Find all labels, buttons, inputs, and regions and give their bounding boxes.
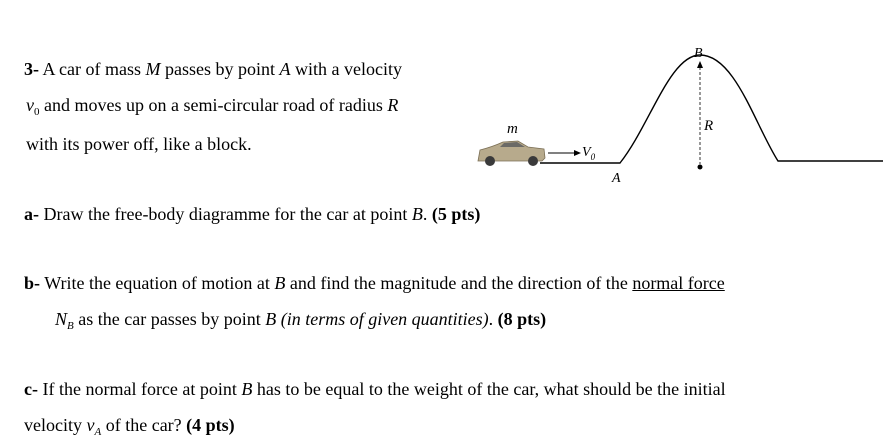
part-c-line-1: c- If the normal force at point B has to be equal to the weight of the car, what should be the initial [24,379,726,399]
mass-label: m [507,121,518,137]
point-b-label: B [694,45,703,61]
velocity-label: $V_0$ [582,145,596,162]
radius-arrow-head [697,61,703,68]
problem-number: 3- [24,59,39,79]
point-a-label: A [612,171,621,186]
car-image [478,141,545,166]
road-profile [540,55,883,163]
semicircular-road-figure [470,40,885,190]
velocity-arrow-head [574,150,581,156]
part-b-line-2: $N_B$ as the car passes by point B (in terms of given quantities). (8 pts) [55,309,547,332]
part-c-line-2: velocity $v_A$ of the car? (4 pts) [24,415,235,438]
part-b-line-1: b- Write the equation of motion at B and find the magnitude and the direction of the normal force [24,273,725,293]
center-point [698,165,703,170]
part-a: a- Draw the free-body diagramme for the car at point B. (5 pts) [24,204,481,224]
problem-line-3: with its power off, like a block. [26,134,252,154]
radius-label: R [704,118,714,134]
problem-line-1: 3- A car of mass M passes by point A with a velocity [24,59,402,79]
problem-line-2: $v_0$ and moves up on a semi-circular road of radius R [26,95,399,118]
